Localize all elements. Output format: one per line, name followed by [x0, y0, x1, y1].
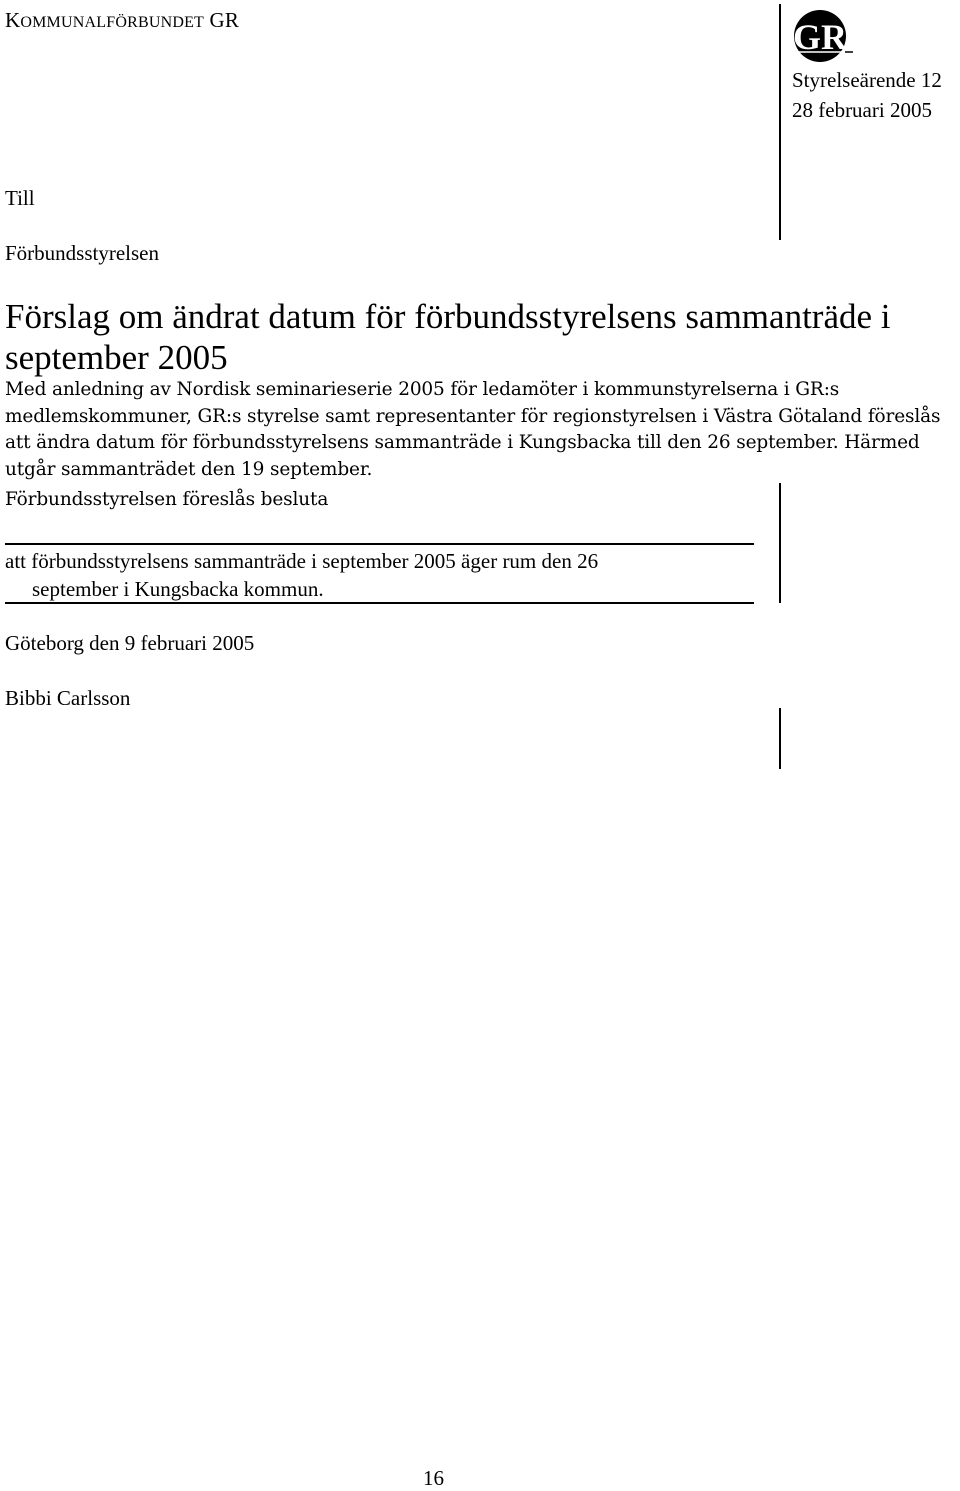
item-reference: Styrelseärende 12 [792, 68, 942, 92]
decision-line-1: att förbundsstyrelsens sammanträde i september 2005 äger rum den 26 [5, 549, 599, 573]
gr-logo-icon [793, 8, 853, 64]
decision-intro: Förbundsstyrelsen föreslås besluta [5, 489, 329, 510]
signature-name: Bibbi Carlsson [5, 686, 131, 710]
addressee-label: Till [5, 186, 35, 210]
page-number: 16 [423, 1466, 444, 1490]
decision-bottom-rule [5, 602, 754, 604]
decision-line-2: september i Kungsbacka kommun. [32, 577, 324, 601]
svg-text:GR: GR [793, 17, 847, 57]
decision-box [5, 547, 598, 603]
recipient: Förbundsstyrelsen [5, 241, 159, 265]
margin-rule-bottom [779, 708, 781, 769]
decision-top-rule [5, 543, 754, 545]
document-date: 28 februari 2005 [792, 98, 932, 122]
body-paragraph: Med anledning av Nordisk seminarieserie 2005 för ledamöter i kommunstyrelserna i GR:s medlemskommuner, GR:s styrelse samt representanter för regionstyrelsen i Västra Götaland föreslås att ändra datum för förbundsstyrelsens sammanträde i Kungsbacka till den 26 september. Härmed utgår sammanträdet den 19 september. [5, 379, 941, 480]
organization-name: KOMMUNALFÖRBUNDET GR [5, 8, 240, 32]
margin-rule-middle [779, 483, 781, 603]
margin-rule-top [779, 4, 781, 240]
place-and-date: Göteborg den 9 februari 2005 [5, 631, 255, 655]
document-title: Förslag om ändrat datum för förbundsstyrelsens sammanträde i september 2005 [5, 297, 891, 377]
